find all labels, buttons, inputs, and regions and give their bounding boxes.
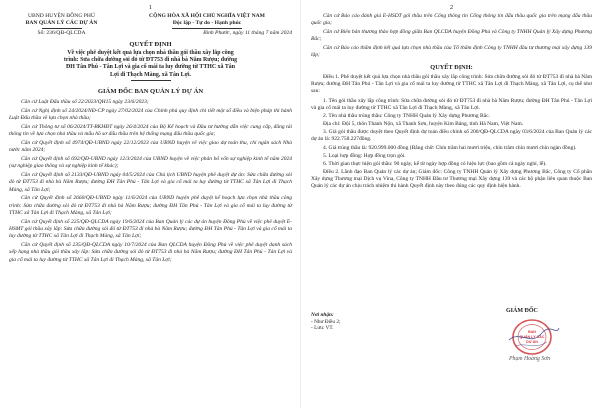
issuing-authority-block bbox=[9, 13, 114, 37]
document-number: Số: 236/QĐ-QLCDA bbox=[37, 30, 86, 36]
recipients-block bbox=[311, 312, 341, 332]
article-item: Địa chỉ: Đội 5, thôn Thanh Nộn, xã Thanh Sơn, huyện Kim Bảng, tỉnh Hà Nam, Việt Nam. bbox=[323, 121, 524, 128]
signature-block bbox=[301, 306, 600, 386]
national-motto: Độc lập - Tự do - Hạnh phúc bbox=[172, 20, 242, 26]
legal-basis-paragraph: Căn cứ Quyết định số 225/QĐ-QLCDA ngày 19/6/2024 của Ban Quản lý các dự án huyện Đồng Phú về việc phê duyệt E-HSMT gói thầu xây lắp: Sửa chữa đường sỏi đỏ từ ĐT753 đi nhà bà Năm Rượu; đường ĐH Tân Phú - Tân Lợi và gia cố mái ta luy đường từ TTHC xã Tân Lợi đi Thạch Màng, xã Tân Lợi; bbox=[9, 218, 292, 240]
legal-basis-paragraph: Căn cứ Biên bản thương thảo hợp đồng giữa Ban QLCDA huyện Đồng Phú và Công ty TNHH Quản lý Xây dựng Phương Bắc; bbox=[311, 29, 592, 43]
document-subject bbox=[23, 50, 278, 79]
official-stamp-icon bbox=[501, 316, 563, 356]
document-page-2 bbox=[300, 0, 600, 408]
recipient-item: - Như Điều 2; bbox=[311, 318, 341, 325]
svg-text:QUẢN LÝ CÁC: QUẢN LÝ CÁC bbox=[519, 335, 545, 339]
page-number: 2 bbox=[449, 4, 454, 11]
authority-heading: GIÁM ĐỐC BAN QUẢN LÝ DỰ ÁN bbox=[97, 87, 204, 95]
article-item: 5. Loại hợp đồng: Hợp đồng trọn gói. bbox=[323, 152, 406, 159]
subject-line: Lợi đi Thạch Màng, xã Tân Lợi. bbox=[110, 71, 191, 78]
subject-line: trình: Sửa chữa đường sỏi đỏ từ ĐT753 đi nhà bà Năm Rượu; đường bbox=[63, 57, 238, 64]
article-paragraph: Điều 2. Lãnh đạo Ban Quản lý các dự án; Giám đốc: Công ty TNHH Quản lý Xây dựng Phương Bắc, Công ty Cổ phần Xây dựng Thương mại Dịch vụ Vina, Công ty TNHH Đầu tư Thương mại Xây dựng 139 và các bộ phận liên quan thuộc Ban Quản lý các dự án chịu trách nhiệm thi hành Quyết định này theo đúng các quy định hiện hành. bbox=[311, 168, 592, 190]
legal-basis-paragraph: Căn cứ Quyết định số 4974/QĐ-UBND ngày 22/12/2023 của UBND huyện về việc giao dự toán thu, chi ngân sách Nhà nước năm 2024; bbox=[9, 139, 292, 154]
recipients-label: Nơi nhận: bbox=[311, 312, 334, 318]
legal-basis-paragraph: Căn cứ Quyết định số 235/QĐ-QLCDA ngày 10/7/2024 của Ban QLCDA huyện Đồng Phú về việc phê duyệt danh sách xếp hạng nhà thầu gói thầu xây lắp: Sửa chữa đường sỏi đỏ từ ĐT753 đi nhà bà Năm Rượu; đường ĐH Tân Phú - Tân Lợi và gia cố mái ta luy đường từ TTHC xã Tân Lợi đi Thạch Màng, xã Tân Lợi; bbox=[9, 242, 292, 263]
subject-line: ĐH Tân Phú - Tân Lợi và gia cố mái ta luy đường từ TTHC xã Tân bbox=[66, 64, 235, 71]
article-paragraph: Điều 1. Phê duyệt kết quả lựa chọn nhà thầu gói thầu xây lắp công trình: Sửa chữa đường sỏi đỏ từ ĐT753 đi nhà bà Năm Rượu; đường ĐH Tân Phú - Tân Lợi và gia cố mái ta luy đường từ TTHC xã Tân Lợi đi Thạch Màng, xã Tân Lợi, cụ thể như sau: bbox=[311, 73, 592, 95]
legal-basis-list bbox=[9, 99, 292, 264]
article-item: 2. Tên nhà thầu trúng thầu: Công ty TNHH Quản lý Xây dựng Phương Bắc. bbox=[323, 112, 490, 119]
legal-basis-paragraph: Căn cứ Báo cáo thẩm định kết quả lựa chọn nhà thầu của Tổ thẩm định Công ty TNHH đầu tư thương mại xây dựng 139 lập; bbox=[311, 45, 592, 59]
signer-title: GIÁM ĐỐC bbox=[506, 308, 538, 314]
article-item: 1. Tên gói thầu xây lắp công trình: Sửa chữa đường sỏi đỏ từ ĐT753 đi nhà bà Năm Rượu; đường ĐH Tân Phú - Tân Lợi và gia cố mái ta luy đường từ TTHC xã Tân Lợi đi Thạch Màng, xã Tân Lợi. bbox=[311, 97, 592, 111]
legal-basis-paragraph: Căn cứ Luật Đấu thầu số 22/2023/QH15 ngày 23/6/2023; bbox=[21, 98, 149, 105]
motto-underline bbox=[172, 28, 242, 29]
subject-divider bbox=[131, 80, 171, 81]
legal-basis-paragraph: Căn cứ Báo cáo đánh giá E-HSDT gói thầu trên Cổng thông tin Cổng thông tin đấu thầu quốc gia trên mạng đấu thầu quốc gia; bbox=[311, 13, 592, 27]
legal-basis-paragraph: Căn cứ Thông tư số 06/2024/TT-BKHĐT ngày 26/4/2024 của Bộ Kế hoạch và Đầu tư hướng dẫn việc cung cấp, đăng tải thông tin về lựa chọn nhà thầu và mẫu hồ sơ đấu thầu trên hệ thống mạng đấu thầu quốc gia; bbox=[9, 123, 292, 137]
legal-basis-paragraph: Căn cứ Quyết định số 692/QĐ-UBND ngày 12/3/2024 của UBND huyện về việc phân bổ vốn sự nghiệp kinh tế năm 2024 (sự nghiệp giao thông và sự nghiệp kinh tế khác); bbox=[9, 155, 292, 170]
place-and-date: Bình Phước, ngày 11 tháng 7 năm 2024 bbox=[203, 30, 292, 36]
svg-text:DỰ ÁN: DỰ ÁN bbox=[526, 340, 538, 344]
page-number: 1 bbox=[148, 4, 153, 11]
header-divider bbox=[42, 28, 82, 29]
legal-basis-paragraph: Căn cứ Quyết định số 2660/QĐ-UBND ngày 11/6/2024 của UBND huyện phê duyệt kế hoạch lựa chọn nhà thầu công trình: Sửa chữa đường sỏi đỏ từ ĐT753 đi nhà bà Năm Rượu; đường ĐH Tân Phú - Tân Lợi và gia cố mái ta luy đường từ TTHC xã Tân Lợi đi Thạch Màng, xã Tân Lợi; bbox=[9, 195, 292, 216]
document-header bbox=[9, 13, 292, 37]
authority-name: UBND HUYỆN ĐỒNG PHÚ bbox=[28, 13, 95, 19]
legal-basis-paragraph: Căn cứ Quyết định số 2133/QĐ-UBND ngày 04/5/2024 của Chủ tịch UBND huyện phê duyệt dự án: Sửa chữa đường sỏi đỏ từ ĐT753 đi nhà bà Năm Rượu; đường ĐH Tân Phú - Tân Lợi và gia cố mái ta luy đường từ TTHC xã Tân Lợi đi Thạch Màng, xã Tân Lợi; bbox=[9, 172, 292, 193]
nation-name: CỘNG HÒA XÃ HỘI CHỦ NGHĨA VIỆT NAM bbox=[149, 13, 265, 19]
national-header-block bbox=[122, 13, 292, 37]
article-item: 3. Giá gói thầu được duyệt theo Quyết định dự toán điều chỉnh số 200/QĐ-QLCDA ngày 03/6/2024 của Ban Quản lý các dự án là: 922.758.227đồng. bbox=[311, 129, 592, 143]
legal-basis-paragraph: Căn cứ Nghị định số 24/2024/NĐ-CP ngày 27/02/2024 của Chính phủ quy định chi tiết một số điều và biện pháp thi hành Luật Đấu thầu về lựa chọn nhà thầu; bbox=[9, 107, 292, 121]
subject-line: Về việc phê duyệt kết quả lựa chọn nhà thầu gói thầu xây lắp công bbox=[67, 50, 234, 56]
svg-text:BAN: BAN bbox=[528, 330, 536, 334]
document-title: QUYẾT ĐỊNH bbox=[129, 41, 172, 48]
decision-heading: QUYẾT ĐỊNH: bbox=[430, 63, 473, 71]
article-item: 6. Thời gian thực hiện gói thầu: 90 ngày, kể từ ngày hợp đồng có hiệu lực (bao gồm cả ngày nghỉ, lễ). bbox=[323, 160, 547, 167]
board-name: BAN QUẢN LÝ CÁC DỰ ÁN bbox=[25, 20, 98, 26]
decision-articles bbox=[311, 74, 592, 191]
article-item: 4. Giá trúng thầu là: 920.999.000 đồng (Bằng chữ: Chín trăm hai mươi triệu, chín trăm chín mươi chín ngàn đồng). bbox=[323, 144, 577, 151]
legal-basis-continued bbox=[311, 13, 592, 60]
recipient-item: - Lưu: VT. bbox=[311, 325, 334, 331]
signer-name: Phạm Hoàng Sơn bbox=[509, 356, 551, 362]
